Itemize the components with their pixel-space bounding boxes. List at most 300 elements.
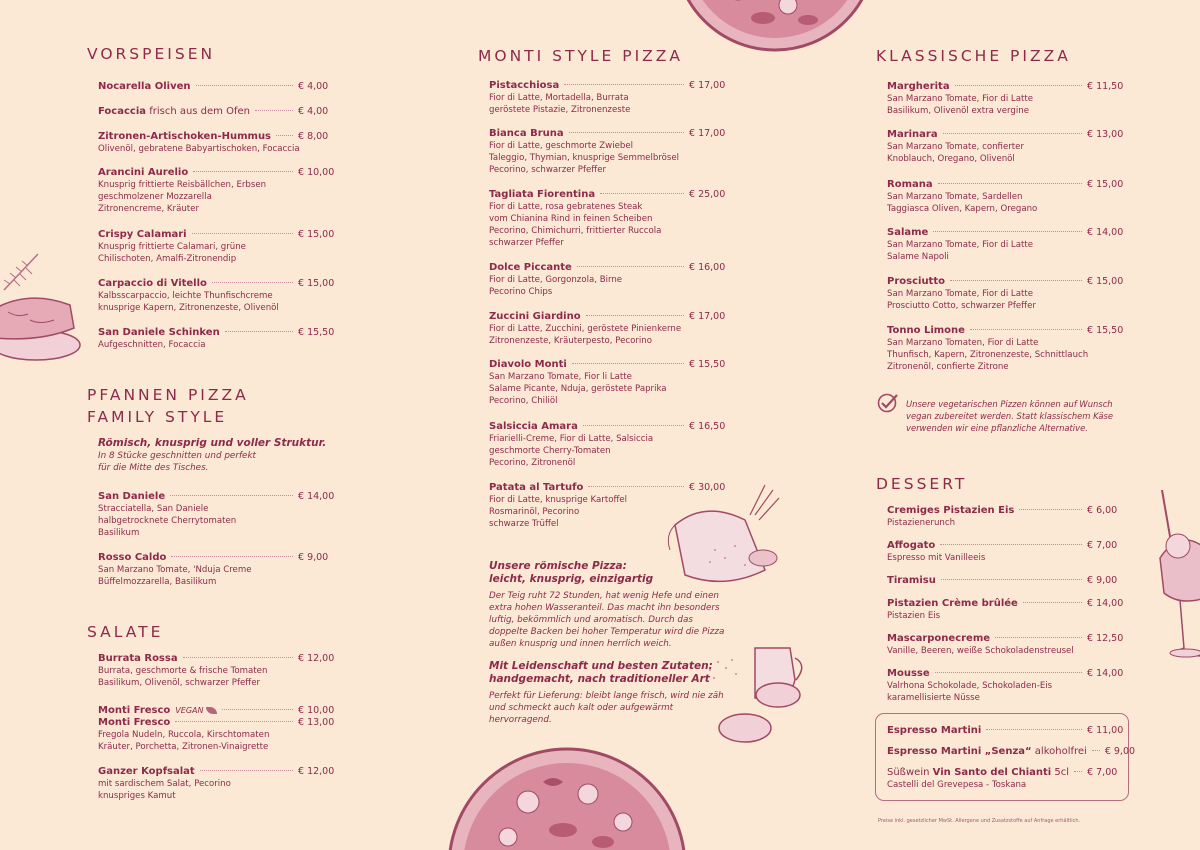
story-heading: handgemacht, nach traditioneller Art bbox=[489, 673, 710, 685]
item-description: Fior di Latte, geschmorte Zwiebel bbox=[489, 141, 634, 151]
item-name bbox=[887, 746, 1087, 758]
dot-leader bbox=[564, 84, 684, 85]
menu-item-margherita bbox=[887, 81, 1124, 117]
dot-leader bbox=[276, 135, 293, 136]
menu-item-ganzer-kopfsalat bbox=[98, 766, 335, 802]
menu-item-tonno-limone bbox=[887, 325, 1124, 373]
item-description: Rosmarinöl, Pecorino bbox=[489, 507, 580, 517]
vegan-note bbox=[906, 398, 1113, 434]
item-description: mit sardischem Salat, Pecorino bbox=[98, 779, 231, 789]
item-name-text: Tonno Limone bbox=[887, 325, 965, 336]
item-name bbox=[98, 229, 187, 241]
item-description: San Marzano Tomate, confierter bbox=[887, 142, 1024, 152]
item-name-text: Zitronen-Artischoken-Hummus bbox=[98, 131, 272, 142]
item-name bbox=[98, 653, 178, 665]
item-name bbox=[489, 359, 567, 371]
item-description: Thunfisch, Kapern, Zitronenzeste, Schnittlauch bbox=[887, 350, 1089, 360]
item-price: € 13,00 bbox=[1087, 129, 1124, 140]
menu-item-patata-al-tartufo bbox=[489, 482, 726, 530]
item-name bbox=[98, 705, 217, 717]
item-name-text: Dolce Piccante bbox=[489, 262, 572, 273]
item-name-text: Vin Santo del Chianti bbox=[932, 767, 1052, 778]
item-name bbox=[887, 179, 933, 191]
dot-leader bbox=[938, 183, 1082, 184]
menu-item-row bbox=[887, 81, 1124, 93]
item-name-text: Bianca Bruna bbox=[489, 128, 564, 139]
item-name-text: Salsiccia Amara bbox=[489, 421, 578, 432]
menu-item-vin-santo-del-chianti bbox=[887, 767, 1119, 791]
item-description: Burrata, geschmorte & frische Tomaten bbox=[98, 666, 268, 676]
item-price: € 12,00 bbox=[298, 653, 335, 664]
item-price: € 7,00 bbox=[1087, 540, 1118, 551]
item-description: Salame Picante, Nduja, geröstete Paprika bbox=[489, 384, 667, 394]
item-price: € 9,00 bbox=[1104, 746, 1136, 757]
item-name bbox=[98, 552, 166, 564]
item-name-text: Espresso Martini bbox=[887, 725, 982, 736]
menu-item-tiramisu bbox=[887, 575, 1119, 587]
dot-leader bbox=[569, 132, 684, 133]
item-description: Vanille, Beeren, weiße Schokoladenstreusel bbox=[887, 646, 1074, 656]
item-name bbox=[98, 167, 188, 179]
item-name bbox=[98, 717, 170, 729]
item-description: Basilikum, Olivenöl extra vergine bbox=[887, 106, 1029, 116]
pfannen-intro-line: In 8 Stücke geschnitten und perfekt bbox=[98, 451, 256, 461]
item-name-text: Monti Fresco bbox=[98, 717, 171, 728]
pfannen-tagline: Römisch, knusprig und voller Struktur. bbox=[98, 437, 327, 449]
item-name-text: Prosciutto bbox=[887, 276, 945, 287]
item-name-text: Burrata Rossa bbox=[98, 653, 178, 664]
item-description: Pistazien Eis bbox=[887, 611, 941, 621]
item-name-text: Patata al Tartufo bbox=[489, 482, 584, 493]
item-description: Pecorino, schwarzer Pfeffer bbox=[489, 165, 607, 175]
section-title-klassische: KLASSISCHE PIZZA bbox=[876, 47, 1071, 65]
menu-item-row bbox=[98, 81, 330, 93]
footnote: Preise inkl. gesetzlicher MwSt. Allergene und Zusatzstoffe auf Anfrage erhältlich. bbox=[878, 818, 1081, 824]
item-price: € 15,50 bbox=[689, 359, 726, 370]
item-name-text: Mascarponecreme bbox=[887, 633, 991, 644]
item-description: Olivenöl, gebratene Babyartischoken, Focaccia bbox=[98, 144, 300, 154]
story-roman-pizza bbox=[489, 560, 725, 650]
menu-item-row bbox=[98, 717, 335, 729]
dot-leader bbox=[193, 171, 293, 172]
menu-item-focaccia bbox=[98, 106, 330, 118]
menu-item-row bbox=[98, 766, 335, 778]
item-description: San Marzano Tomate, Fior di Latte bbox=[887, 289, 1034, 299]
item-name-text: Nocarella Oliven bbox=[98, 81, 191, 92]
menu-item-row bbox=[98, 131, 330, 143]
menu-item-row bbox=[887, 725, 1124, 737]
menu-item-row bbox=[98, 491, 335, 503]
menu-item-zuccini-giardino bbox=[489, 311, 726, 347]
item-name bbox=[887, 129, 938, 141]
item-description: Fior di Latte, rosa gebratenes Steak bbox=[489, 202, 643, 212]
item-name bbox=[489, 262, 572, 274]
steak-board-illustration bbox=[0, 250, 86, 365]
item-description: schwarzer Pfeffer bbox=[489, 238, 564, 248]
story-text: doppelte Backen bei hoher Temperatur wird die Pizza bbox=[489, 627, 725, 637]
dot-leader bbox=[933, 231, 1082, 232]
dot-leader bbox=[586, 315, 684, 316]
vegan-note-line: vegan zubereitet werden. Statt klassischem Käse bbox=[906, 411, 1113, 421]
dot-leader bbox=[225, 331, 293, 332]
menu-item-row bbox=[489, 359, 726, 371]
menu-item-row bbox=[887, 179, 1124, 191]
item-description: Pecorino, Zitronenöl bbox=[489, 458, 576, 468]
item-price: € 14,00 bbox=[1087, 598, 1124, 609]
item-description: geröstete Pistazie, Zitronenzeste bbox=[489, 105, 631, 115]
menu-item-row bbox=[887, 129, 1124, 141]
item-description: Fior di Latte, Gorgonzola, Birne bbox=[489, 275, 623, 285]
item-description: Pecorino, Chimichurri, frittierter Ruccola bbox=[489, 226, 662, 236]
item-description: halbgetrocknete Cherrytomaten bbox=[98, 516, 237, 526]
menu-item-row bbox=[887, 227, 1124, 239]
dot-leader bbox=[170, 495, 293, 496]
item-name bbox=[887, 540, 935, 552]
dot-leader bbox=[222, 709, 293, 710]
item-name-text: San Daniele Schinken bbox=[98, 327, 220, 338]
item-description: Fregola Nudeln, Ruccola, Kirschtomaten bbox=[98, 730, 270, 740]
item-name bbox=[887, 668, 930, 680]
item-description: Chilischoten, Amalfi-Zitronendip bbox=[98, 254, 237, 264]
item-name bbox=[887, 276, 945, 288]
item-description: San Marzano Tomate, Fior di Latte bbox=[887, 240, 1034, 250]
item-description: Pecorino Chips bbox=[489, 287, 553, 297]
menu-item-marinara bbox=[887, 129, 1124, 165]
item-name-text: Espresso Martini „Senza“ bbox=[887, 746, 1032, 757]
dot-leader bbox=[1019, 509, 1082, 510]
item-description: San Marzano Tomate, 'Nduja Creme bbox=[98, 565, 252, 575]
item-price: € 25,00 bbox=[689, 189, 726, 200]
item-description: Taggiasca Oliven, Kapern, Oregano bbox=[887, 204, 1038, 214]
section-title-monti: MONTI STYLE PIZZA bbox=[478, 47, 684, 65]
sundae-illustration bbox=[1150, 488, 1200, 663]
item-description: Basilikum bbox=[98, 528, 140, 538]
item-name bbox=[489, 421, 578, 433]
menu-item-row bbox=[887, 276, 1124, 288]
dot-leader bbox=[572, 363, 684, 364]
story-text: Der Teig ruht 72 Stunden, hat wenig Hefe und einen bbox=[489, 591, 719, 601]
item-name-text: Pistacchiosa bbox=[489, 80, 560, 91]
menu-item-salsiccia-amara bbox=[489, 421, 726, 469]
menu-item-row bbox=[489, 189, 726, 201]
menu-item-row bbox=[489, 80, 726, 92]
menu-item-arancini-aurelio bbox=[98, 167, 335, 215]
story-text: Perfekt für Lieferung: bleibt lange frisch, wird nie zäh bbox=[489, 691, 724, 701]
item-description: vom Chianina Rind in feinen Scheiben bbox=[489, 214, 653, 224]
menu-item-dolce-piccante bbox=[489, 262, 726, 298]
item-name-text: Diavolo Monti bbox=[489, 359, 567, 370]
menu-item-diavolo-monti bbox=[489, 359, 726, 407]
item-name-suffix: alkoholfrei bbox=[1031, 746, 1087, 757]
menu-item-row bbox=[489, 128, 726, 140]
menu-item-burrata-rossa bbox=[98, 653, 335, 689]
item-name bbox=[98, 81, 191, 93]
item-price: € 12,00 bbox=[298, 766, 335, 777]
dot-leader bbox=[192, 233, 293, 234]
item-description: schwarze Trüffel bbox=[489, 519, 559, 529]
item-name bbox=[887, 81, 950, 93]
item-name-text: Carpaccio di Vitello bbox=[98, 278, 207, 289]
menu-item-salame bbox=[887, 227, 1124, 263]
item-price: € 4,00 bbox=[298, 106, 329, 117]
item-name-text: Zuccini Giardino bbox=[489, 311, 581, 322]
item-name bbox=[98, 106, 250, 118]
item-name bbox=[887, 598, 1018, 610]
dot-leader bbox=[171, 556, 293, 557]
item-price: € 17,00 bbox=[689, 80, 726, 91]
story-heading: Mit Leidenschaft und besten Zutaten: bbox=[489, 660, 713, 672]
item-name bbox=[489, 189, 595, 201]
item-name-text: Crispy Calamari bbox=[98, 229, 187, 240]
menu-item-row bbox=[887, 575, 1119, 587]
menu-item-row bbox=[887, 746, 1136, 758]
item-price: € 7,00 bbox=[1087, 767, 1118, 778]
dot-leader bbox=[1074, 771, 1082, 772]
menu-item-espresso-martini-senza bbox=[887, 746, 1136, 758]
item-price: € 8,00 bbox=[298, 131, 329, 142]
item-name-text: Focaccia bbox=[98, 106, 147, 117]
item-description: Pecorino, Chiliöl bbox=[489, 396, 558, 406]
item-description: Knusprig frittierte Reisbällchen, Erbsen bbox=[98, 180, 267, 190]
pizza-bottom-illustration bbox=[448, 742, 686, 850]
item-name bbox=[98, 278, 207, 290]
menu-item-san-daniele-schinken bbox=[98, 327, 335, 351]
menu-item-row bbox=[887, 668, 1124, 680]
item-description: geschmorte Cherry-Tomaten bbox=[489, 446, 611, 456]
item-price: € 9,00 bbox=[298, 552, 329, 563]
item-description: Knusprig frittierte Calamari, grüne bbox=[98, 242, 246, 252]
menu-item-romana bbox=[887, 179, 1124, 215]
story-text: und schmeckt auch kalt oder aufgewärmt bbox=[489, 703, 674, 713]
menu-item-rosso-caldo bbox=[98, 552, 330, 588]
item-price: € 15,50 bbox=[298, 327, 335, 338]
item-description: Fior di Latte, Zucchini, geröstete Pinienkerne bbox=[489, 324, 682, 334]
menu-item-row bbox=[98, 106, 330, 118]
item-description: San Marzano Tomaten, Fior di Latte bbox=[887, 338, 1039, 348]
item-description: San Marzano Tomate, Fior li Latte bbox=[489, 372, 632, 382]
item-name-text: Pistazien Crème brûlée bbox=[887, 598, 1018, 609]
item-description: Zitronenöl, confierte Zitrone bbox=[887, 362, 1009, 372]
dot-leader bbox=[986, 729, 1082, 730]
section-title-dessert: DESSERT bbox=[876, 475, 968, 493]
item-description: Espresso mit Vanilleeis bbox=[887, 553, 986, 563]
menu-item-monti-fresco bbox=[98, 705, 335, 717]
item-name bbox=[98, 327, 220, 339]
dot-leader bbox=[943, 133, 1082, 134]
dot-leader bbox=[995, 637, 1082, 638]
dot-leader bbox=[600, 193, 684, 194]
menu-item-row bbox=[98, 278, 335, 290]
menu-item-row bbox=[887, 505, 1119, 517]
vegan-badge: VEGAN bbox=[175, 706, 204, 715]
item-description: Pistazienerunch bbox=[887, 518, 956, 528]
item-name-text: Mousse bbox=[887, 668, 930, 679]
item-description: San Marzano Tomate, Fior di Latte bbox=[887, 94, 1034, 104]
menu-item-row bbox=[98, 552, 330, 564]
item-name bbox=[98, 131, 271, 143]
menu-item-row bbox=[98, 167, 335, 179]
dot-leader bbox=[183, 657, 293, 658]
item-name-text: Ganzer Kopfsalat bbox=[98, 766, 195, 777]
item-description: Kräuter, Porchetta, Zitronen-Vinaigrette bbox=[98, 742, 269, 752]
dot-leader bbox=[935, 672, 1082, 673]
item-description: Castelli del Grevepesa - Toskana bbox=[887, 780, 1027, 790]
menu-item-mousse bbox=[887, 668, 1124, 704]
dot-leader bbox=[577, 266, 684, 267]
dot-leader bbox=[196, 85, 294, 86]
item-description: geschmolzener Mozzarella bbox=[98, 192, 212, 202]
menu-item-row bbox=[98, 705, 335, 717]
item-description: knuspriges Kamut bbox=[98, 791, 176, 801]
menu-item-row bbox=[98, 327, 335, 339]
item-price: € 17,00 bbox=[689, 311, 726, 322]
dot-leader bbox=[970, 329, 1082, 330]
item-name bbox=[887, 325, 965, 337]
menu-item-pistacchiosa bbox=[489, 80, 726, 116]
item-price: € 15,50 bbox=[1087, 325, 1124, 336]
item-name bbox=[489, 311, 581, 323]
item-description: Taleggio, Thymian, knusprige Semmelbrösel bbox=[489, 153, 680, 163]
story-text: luftig, bekömmlich und aromatisch. Durch das bbox=[489, 615, 693, 625]
dot-leader bbox=[175, 721, 293, 722]
item-price: € 11,50 bbox=[1087, 81, 1124, 92]
menu-item-zitronen-artischoken-hummus bbox=[98, 131, 330, 155]
checkmark-circle-icon bbox=[877, 392, 899, 414]
item-description: San Marzano Tomate, Sardellen bbox=[887, 192, 1023, 202]
menu-item-crispy-calamari bbox=[98, 229, 335, 265]
item-name-text: Romana bbox=[887, 179, 933, 190]
item-name bbox=[887, 575, 936, 587]
item-price: € 17,00 bbox=[689, 128, 726, 139]
pfannen-intro-line: für die Mitte des Tisches. bbox=[98, 463, 209, 473]
item-price: € 6,00 bbox=[1087, 505, 1118, 516]
dot-leader bbox=[1023, 602, 1082, 603]
item-price: € 10,00 bbox=[298, 705, 335, 716]
menu-item-cremiges-pistazien-eis bbox=[887, 505, 1119, 529]
dot-leader bbox=[212, 282, 293, 283]
item-price: € 15,00 bbox=[1087, 276, 1124, 287]
item-description: Basilikum, Olivenöl, schwarzer Pfeffer bbox=[98, 678, 261, 688]
menu-item-row bbox=[489, 482, 726, 494]
item-name-text: San Daniele bbox=[98, 491, 166, 502]
dot-leader bbox=[940, 544, 1082, 545]
item-name-text: Tiramisu bbox=[887, 575, 936, 586]
item-description: Knoblauch, Oregano, Olivenöl bbox=[887, 154, 1015, 164]
story-ingredients bbox=[489, 660, 724, 726]
section-title-pfannen-line1: PFANNEN PIZZA bbox=[87, 386, 249, 404]
menu-item-tagliata-fiorentina bbox=[489, 189, 726, 249]
dot-leader bbox=[941, 579, 1082, 580]
menu-item-row bbox=[98, 653, 335, 665]
item-price: € 11,00 bbox=[1087, 725, 1124, 736]
section-title-pfannen-line2: FAMILY STYLE bbox=[87, 408, 228, 426]
dot-leader bbox=[955, 85, 1082, 86]
menu-item-pistazien-cr-me-br-l-e bbox=[887, 598, 1124, 622]
pizza-top-illustration bbox=[668, 0, 882, 52]
item-price: € 9,00 bbox=[1087, 575, 1118, 586]
story-heading: leicht, knusprig, einzigartig bbox=[489, 573, 654, 585]
item-name-suffix: frisch aus dem Ofen bbox=[146, 106, 250, 117]
dot-leader bbox=[583, 425, 684, 426]
menu-item-nocarella-oliven bbox=[98, 81, 330, 93]
menu-item-affogato bbox=[887, 540, 1119, 564]
item-description: Kalbsscarpaccio, leichte Thunfischcreme bbox=[98, 291, 273, 301]
item-price: € 15,00 bbox=[1087, 179, 1124, 190]
section-title-vorspeisen: VORSPEISEN bbox=[87, 45, 216, 63]
menu-item-row bbox=[887, 767, 1119, 779]
item-name bbox=[489, 482, 583, 494]
story-text: hervorragend. bbox=[489, 715, 552, 725]
item-price: € 14,00 bbox=[1087, 668, 1124, 679]
item-price: € 14,00 bbox=[298, 491, 335, 502]
item-name-text: Cremiges Pistazien Eis bbox=[887, 505, 1015, 516]
item-name bbox=[98, 766, 195, 778]
story-text: außen knusprig und innen herrlich weich. bbox=[489, 639, 672, 649]
item-price: € 13,00 bbox=[298, 717, 335, 728]
story-text: extra hohen Wasseranteil. Das macht ihn besonders bbox=[489, 603, 720, 613]
item-description: Fior di Latte, knusprige Kartoffel bbox=[489, 495, 628, 505]
item-name bbox=[887, 767, 1069, 779]
item-description: karamellisierte Nüsse bbox=[887, 693, 980, 703]
menu-item-espresso-martini bbox=[887, 725, 1124, 737]
item-name-text: Arancini Aurelio bbox=[98, 167, 189, 178]
menu-item-row bbox=[887, 325, 1124, 337]
menu-item-monti-fresco bbox=[98, 717, 335, 753]
item-name-text: Margherita bbox=[887, 81, 950, 92]
item-name-text: Tagliata Fiorentina bbox=[489, 189, 596, 200]
item-price: € 12,50 bbox=[1087, 633, 1124, 644]
item-price: € 16,50 bbox=[689, 421, 726, 432]
item-price: € 10,00 bbox=[298, 167, 335, 178]
item-description: Stracciatella, San Daniele bbox=[98, 504, 209, 514]
item-name bbox=[887, 633, 990, 645]
item-description: knusprige Kapern, Zitronenzeste, Olivenöl bbox=[98, 303, 279, 313]
dot-leader bbox=[1092, 750, 1100, 751]
menu-item-bianca-bruna bbox=[489, 128, 726, 176]
item-price: € 14,00 bbox=[1087, 227, 1124, 238]
pfannen-intro bbox=[98, 437, 330, 474]
vegan-note-line: Unsere vegetarischen Pizzen können auf Wunsch bbox=[906, 399, 1113, 409]
item-description: Salame Napoli bbox=[887, 252, 949, 262]
item-name bbox=[489, 80, 559, 92]
section-title-salate: SALATE bbox=[87, 623, 164, 641]
menu-item-row bbox=[489, 311, 726, 323]
item-name bbox=[887, 505, 1014, 517]
item-description: Friarielli-Creme, Fior di Latte, Salsiccia bbox=[489, 434, 654, 444]
item-description: Prosciutto Cotto, schwarzer Pfeffer bbox=[887, 301, 1036, 311]
item-name-text: Affogato bbox=[887, 540, 936, 551]
item-price: € 15,00 bbox=[298, 278, 335, 289]
menu-item-prosciutto bbox=[887, 276, 1124, 312]
item-name bbox=[887, 725, 981, 737]
item-name-text: Rosso Caldo bbox=[98, 552, 167, 563]
item-name-text: Monti Fresco bbox=[98, 705, 171, 716]
story-heading: Unsere römische Pizza: bbox=[489, 560, 627, 572]
dot-leader bbox=[588, 486, 684, 487]
item-name bbox=[887, 227, 928, 239]
item-description: Aufgeschnitten, Focaccia bbox=[98, 340, 206, 350]
dot-leader bbox=[255, 110, 293, 111]
item-name-suffix: 5cl bbox=[1051, 767, 1070, 778]
item-name bbox=[98, 491, 165, 503]
leaf-icon bbox=[206, 707, 217, 714]
item-description: Fior di Latte, Mortadella, Burrata bbox=[489, 93, 629, 103]
menu-item-row bbox=[489, 262, 726, 274]
vegan-note-line: verwenden wir eine pflanzliche Alternative. bbox=[906, 423, 1088, 433]
item-price: € 15,00 bbox=[298, 229, 335, 240]
menu-item-san-daniele bbox=[98, 491, 335, 539]
item-description: Büffelmozzarella, Basilikum bbox=[98, 577, 217, 587]
